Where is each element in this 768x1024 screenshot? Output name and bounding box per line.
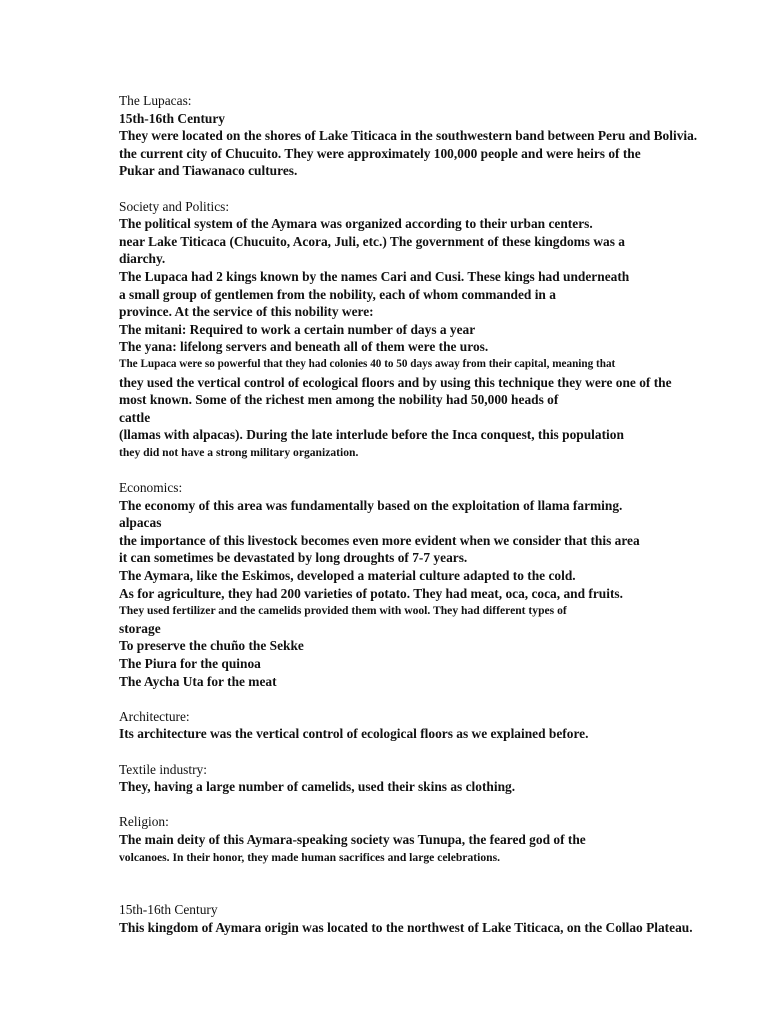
text-line: This kingdom of Aymara origin was located to the northwest of Lake Titicaca, on the Collao Plateau. xyxy=(119,919,693,935)
heading-religion: Religion: xyxy=(119,814,169,830)
text-line: Its architecture was the vertical control of ecological floors as we explained before. xyxy=(119,726,589,742)
heading-society-politics: Society and Politics: xyxy=(119,198,230,214)
text-line: cattle xyxy=(119,409,151,425)
heading-economics: Economics: xyxy=(119,480,183,496)
text-line: The Lupaca had 2 kings known by the names Cari and Cusi. These kings had underneath xyxy=(119,268,630,284)
text-line: they used the vertical control of ecological floors and by using this technique they were one of the xyxy=(119,374,672,390)
text-line: The Piura for the quinoa xyxy=(119,656,261,671)
blank-line xyxy=(119,796,759,814)
text-line: storage xyxy=(119,620,161,636)
text-line: alpacas xyxy=(119,515,162,531)
heading-lupacas: The Lupacas: xyxy=(119,93,192,108)
text-line: Pukar and Tiawanaco cultures. xyxy=(119,163,298,179)
text-line: most known. Some of the richest men among the nobility had 50,000 heads of xyxy=(119,392,559,408)
text-line: the importance of this livestock becomes even more evident when we consider that this area xyxy=(119,532,640,548)
text-line: The economy of this area was fundamentally based on the exploitation of llama farming. xyxy=(119,497,623,513)
text-line: As for agriculture, they had 200 varieties of potato. They had meat, oca, coca, and fruits. xyxy=(119,585,623,601)
blank-line xyxy=(119,690,759,708)
text-line: They used fertilizer and the camelids provided them with wool. They had different types of xyxy=(119,604,567,618)
text-line: diarchy. xyxy=(119,251,166,267)
blank-line xyxy=(119,180,759,198)
text-line: province. At the service of this nobility were: xyxy=(119,304,374,320)
blank-line xyxy=(119,866,759,884)
text-line: The political system of the Aymara was organized according to their urban centers. xyxy=(119,216,593,232)
heading-textile-industry: Textile industry: xyxy=(119,761,207,777)
text-line: near Lake Titicaca (Chucuito, Acora, Juli, etc.) The government of these kingdoms was a xyxy=(119,233,625,249)
text-line: The main deity of this Aymara-speaking society was Tunupa, the feared god of the xyxy=(119,831,586,847)
blank-line xyxy=(119,884,759,902)
heading-architecture: Architecture: xyxy=(119,708,190,724)
text-line: the current city of Chucuito. They were approximately 100,000 people and were heirs of the xyxy=(119,145,641,161)
document-body xyxy=(119,92,759,937)
text-line: The Lupaca were so powerful that they had colonies 40 to 50 days away from their capital, meaning that xyxy=(119,357,616,370)
text-line: volcanoes. In their honor, they made human sacrifices and large celebrations. xyxy=(119,850,500,864)
text-line: The Aymara, like the Eskimos, developed a material culture adapted to the cold. xyxy=(119,568,576,584)
text-line: The yana: lifelong servers and beneath all of them were the uros. xyxy=(119,339,489,355)
text-line: The Aycha Uta for the meat xyxy=(119,673,277,689)
text-line: They, having a large number of camelids, used their skins as clothing. xyxy=(119,779,516,795)
text-line: they did not have a strong military organization. xyxy=(119,445,359,459)
text-line: They were located on the shores of Lake Titicaca in the southwestern band between Peru and Bolivia. xyxy=(119,128,698,144)
text-line: The mitani: Required to work a certain number of days a year xyxy=(119,321,476,337)
text-line: a small group of gentlemen from the nobility, each of whom commanded in a xyxy=(119,286,556,302)
heading-century: 15th-16th Century xyxy=(119,902,218,918)
text-line: it can sometimes be devastated by long droughts of 7-7 years. xyxy=(119,550,468,566)
text-line: (llamas with alpacas). During the late interlude before the Inca conquest, this population xyxy=(119,427,624,443)
text-line: To preserve the chuño the Sekke xyxy=(119,638,304,654)
text-line: 15th-16th Century xyxy=(119,110,226,126)
blank-line xyxy=(119,743,759,761)
blank-line xyxy=(119,461,759,479)
